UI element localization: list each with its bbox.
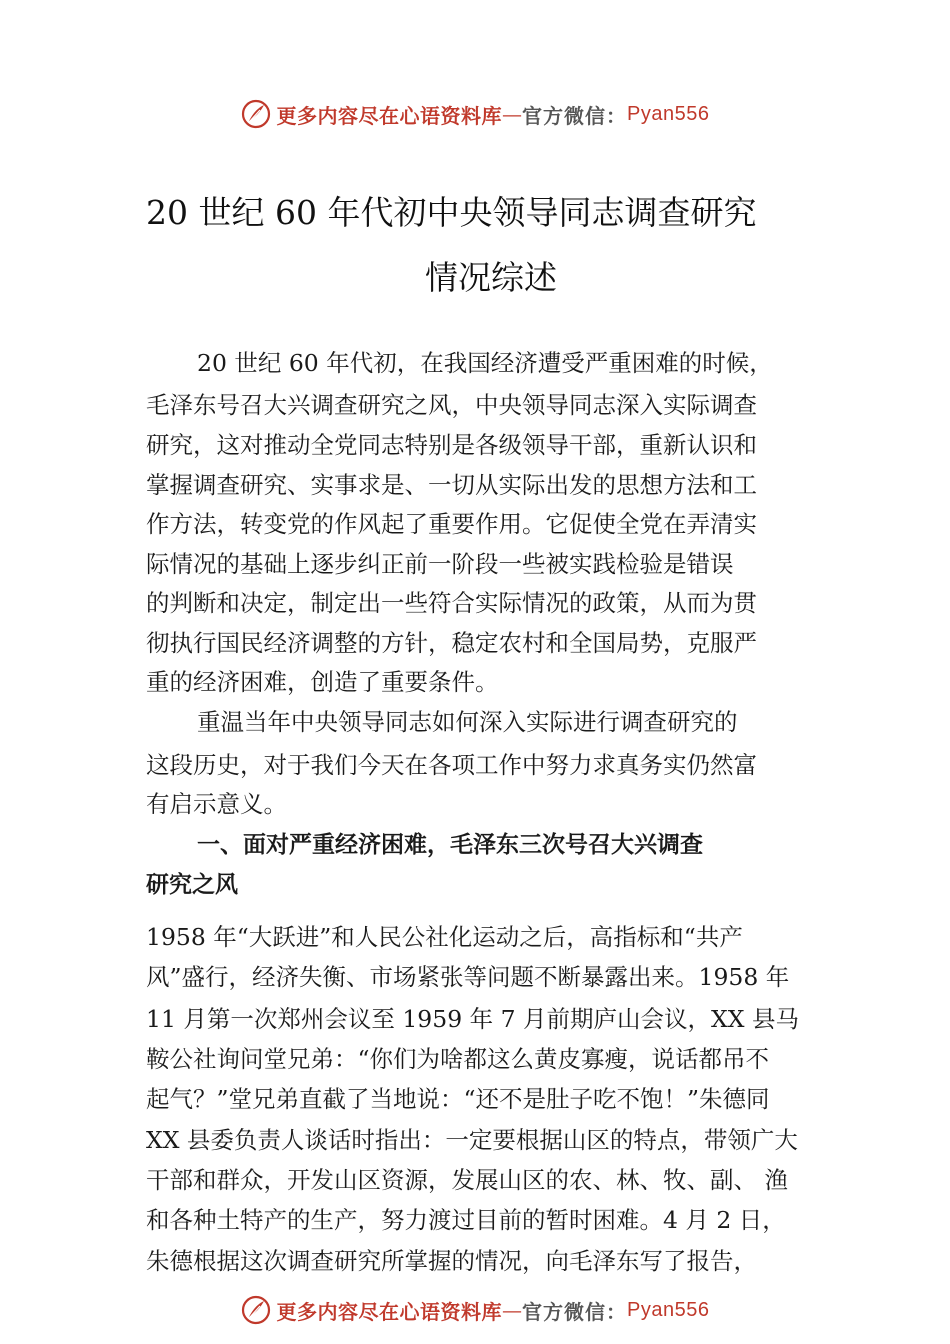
para1-line: 作方法，转变党的作风起了重要作用。它促使全党在弄清实 (146, 510, 757, 538)
quill-logo-icon (241, 1295, 271, 1325)
para3-line: 鞍公社询问堂兄弟：“你们为啥都这么黄皮寡瘦，说话都吊不 (146, 1045, 770, 1073)
banner-wechat-id: Pyan556 (627, 102, 710, 125)
para1-line: 20 世纪 60 年代初，在我国经济遭受严重困难的时候， (197, 349, 773, 377)
para2-line: 有启示意义。 (146, 790, 287, 818)
para3-line: 和各种土特产的生产，努力渡过目前的暂时困难。4 月 2 日， (146, 1206, 786, 1234)
document-title-line-1: 20 世纪 60 年代初中央领导同志调查研究 (146, 193, 757, 232)
para3-line: 朱德根据这次调查研究所掌握的情况，向毛泽东写了报告， (146, 1247, 757, 1275)
para3-line: 风”盛行，经济失衡、市场紧张等问题不断暴露出来。1958 年 (146, 963, 790, 991)
para1-line: 研究，这对推动全党同志特别是各级领导干部，重新认识和 (146, 431, 757, 459)
banner-dash: — (502, 102, 523, 126)
para3-line: 干部和群众，开发山区资源，发展山区的农、林、牧、副、 渔 (146, 1166, 788, 1194)
para1-line: 际情况的基础上逐步纠正前一阶段一些被实践检验是错误 (146, 550, 734, 578)
para3-line: 1958 年“大跃进”和人民公社化运动之后，高指标和“共产 (146, 923, 743, 951)
para3-line: 起气？”堂兄弟直截了当地说：“还不是肚子吃不饱！”朱德同 (146, 1085, 770, 1113)
section-heading-line: 研究之风 (146, 872, 238, 898)
footer-banner (0, 1290, 950, 1330)
banner-wechat-label: 官方微信： (522, 103, 628, 128)
banner-wechat-label: 官方微信： (522, 1299, 628, 1324)
banner-brand-text: 更多内容尽在心语资料库 (276, 103, 503, 128)
para1-line: 掌握调查研究、实事求是、一切从实际出发的思想方法和工 (146, 471, 757, 499)
document-title-line-2: 情况综述 (425, 258, 557, 297)
para3-line: 11 月第一次郑州会议至 1959 年 7 月前期庐山会议，XX 县马 (146, 1005, 799, 1033)
banner-wechat-id: Pyan556 (627, 1298, 710, 1321)
section-heading-line: 一、面对严重经济困难，毛泽东三次号召大兴调查 (197, 832, 703, 858)
para2-line: 这段历史，对于我们今天在各项工作中努力求真务实仍然富 (146, 751, 757, 779)
banner-brand-text: 更多内容尽在心语资料库 (276, 1299, 503, 1324)
para1-line: 彻执行国民经济调整的方针，稳定农村和全国局势，克服严 (146, 629, 757, 657)
banner-dash: — (502, 1298, 523, 1322)
quill-logo-icon (241, 99, 271, 129)
para1-line: 毛泽东号召大兴调查研究之风，中央领导同志深入实际调查 (146, 391, 757, 419)
para2-line: 重温当年中央领导同志如何深入实际进行调查研究的 (197, 708, 738, 736)
para1-line: 重的经济困难，创造了重要条件。 (146, 668, 499, 696)
para1-line: 的判断和决定，制定出一些符合实际情况的政策，从而为贯 (146, 589, 757, 617)
para3-line: XX 县委负责人谈话时指出：一定要根据山区的特点，带领广大 (146, 1126, 798, 1154)
header-banner (0, 94, 950, 134)
